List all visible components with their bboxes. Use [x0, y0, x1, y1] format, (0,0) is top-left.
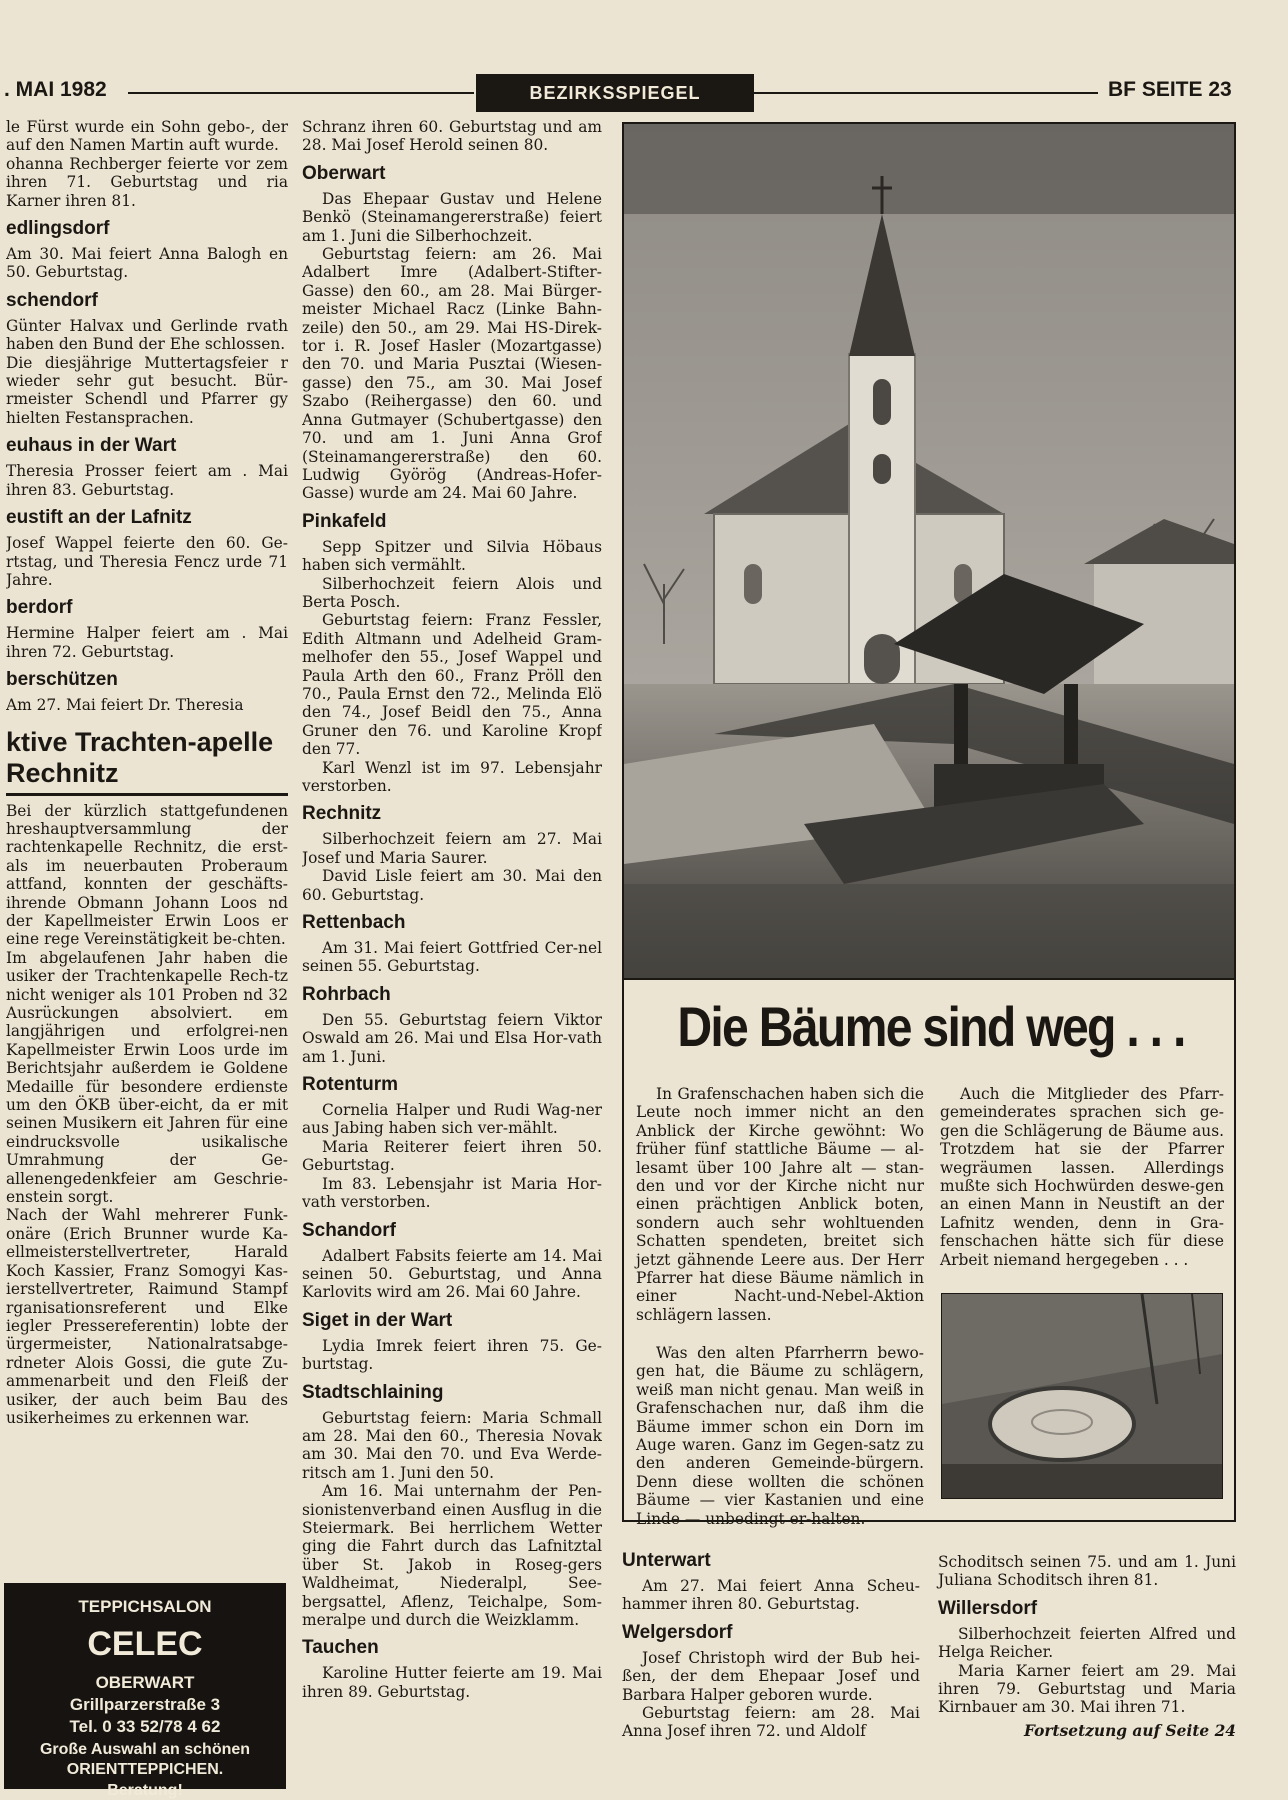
- heading-oberwart: Oberwart: [302, 162, 386, 184]
- paragraph: In Grafenschachen haben sich die Leute noch immer nicht an den Anblick der Kirche gewöhnt: Wo früher fünf stattliche Bäume — al-lesamt über 100 Jahre alt — stan-den und vor der Kirche nicht nur einen prächtigen Anblick boten, sondern auch sehr wohltuenden Schatten spendeten, breitet sich jetzt gähnende Leere aus. Der Herr Pfarrer hat diese Bäume nämlich in einer Nacht-und-Nebel-Aktion schlägern lassen.: [636, 1085, 924, 1324]
- column-3: [622, 1550, 920, 1741]
- paragraph: Günter Halvax und Gerlinde rvath haben den Bund der Ehe schlossen.: [6, 316, 288, 354]
- ad-address: Grillparzerstraße 3: [69, 1695, 221, 1714]
- paragraph: Im 83. Lebensjahr ist Maria Hor-vath verstorben.: [302, 1174, 602, 1212]
- ad-line: OBERWART: [95, 1673, 195, 1692]
- paragraph: Am 27. Mai feiert Anna Scheu-hammer ihren 80. Geburtstag.: [622, 1577, 920, 1614]
- paragraph: Silberhochzeit feiern am 27. Mai Josef und Maria Saurer.: [302, 830, 602, 867]
- header-date: . MAI 1982: [4, 78, 107, 101]
- paragraph: Lydia Imrek feiert ihren 75. Ge-burtstag.: [302, 1336, 602, 1374]
- paragraph: Die diesjährige Muttertagsfeier r wieder sehr gut besucht. Bür-rmeister Schendl und Pfarrer gy hielten Festansprachen.: [6, 353, 288, 427]
- heading-siget: Siget in der Wart: [302, 1309, 453, 1331]
- column-1: [6, 118, 288, 1480]
- heading-edlingsdorf: edlingsdorf: [6, 218, 110, 240]
- continuation-note: Fortsetzung auf Seite 24: [1024, 1722, 1236, 1740]
- paragraph: Theresia Prosser feiert am . Mai ihren 83. Geburtstag.: [6, 462, 288, 499]
- heading-rotenturm: Rotenturm: [302, 1074, 399, 1096]
- paragraph: Nach der Wahl mehrerer Funk-onäre (Erich Brunner wurde Ka-ellmeisterstellvertreter, Harald Koch Kassier, Franz Somogyi Kas-ierstellvertreter, Raimund Stampf rganisationsreferent und Elke iegler Pressereferentin) lobte der ürgermeister, Nationalratsabge-rdneter Alois Gossi, die gute Zu-ammenarbeit und den Fleiß der usiker, der auch beim Bau des usikerheimes zu erkennen war.: [6, 1206, 288, 1427]
- paragraph: Schranz ihren 60. Geburtstag und am 28. Mai Josef Herold seinen 80.: [302, 118, 602, 155]
- paragraph: Am 16. Mai unternahm der Pen-sionistenverband einen Ausflug in die Steiermark. Bei herrlichem Wetter ging die Fahrt durch das Lafnitztal über St. Jakob in Roseg-gers Waldheimat, Niederalpl, See-bergsattel, Aflenz, Teichalpe, Som-meralpe und durch die Weizklamm.: [302, 1482, 602, 1629]
- paragraph: Bei der kürzlich stattgefundenen hreshauptversammlung der rachtenkapelle Rechnitz, die erst-als im neuerbauten Proberaum attfand, konnten der geschäfts-ihrende Obmann Johann Loos nd der Kapellmeister Erwin Loos er eine rege Vereinstätigkeit be-chten.: [6, 801, 288, 949]
- feature-column-3: [940, 1085, 1224, 1269]
- heading-rechnitz: Rechnitz: [302, 803, 382, 825]
- paragraph: Das Ehepaar Gustav und Helene Benkö (Steinamangererstraße) feiert am 1. Juni die Silberhochzeit.: [302, 189, 602, 245]
- heading-rohrbach: Rohrbach: [302, 983, 391, 1005]
- header-rule-right: [752, 92, 1098, 94]
- heading-neuhaus: euhaus in der Wart: [6, 435, 177, 457]
- ad-line: ORIENTTEPPICHEN.: [66, 1761, 224, 1778]
- paragraph: Was den alten Pfarrherrn bewo-gen hat, die Bäume zu schlägern, weiß man nicht genau. Man weiß in Grafenschachen nur, daß ihm die Bäume immer schon ein Dorn im Auge waren. Ganz im Gegen-satz zu den anderen Gemeinde-bürgern. Denn diese wollten die schönen Bäume — vier Kastanien und eine Linde — unbedingt er-halten.: [636, 1344, 924, 1528]
- heading-stadtschlaining: Stadtschlaining: [302, 1381, 444, 1403]
- paragraph: Maria Reiterer feiert ihren 50. Geburtstag.: [302, 1137, 602, 1175]
- column-2: [302, 118, 602, 1758]
- paragraph: Josef Christoph wird der Bub hei-ßen, der dem Ehepaar Josef und Barbara Halper geboren wurde.: [622, 1648, 920, 1704]
- ad-line: TEPPICHSALON: [78, 1597, 212, 1616]
- heading-tauchen: Tauchen: [302, 1637, 379, 1659]
- ad-line: Große Auswahl an schönen: [39, 1741, 251, 1758]
- paragraph: Silberhochzeit feierten Alfred und Helga Reicher.: [938, 1624, 1236, 1662]
- paragraph: Karl Wenzl ist im 97. Lebensjahr verstorben.: [302, 758, 602, 795]
- paragraph: Geburtstag feiern: Maria Schmall am 28. Mai den 60., Theresia Novak am 30. Mai den 70. und Eva Werde-ritsch am 1. Juni den 50.: [302, 1408, 602, 1482]
- paragraph: Den 55. Geburtstag feiern Viktor Oswald am 26. Mai und Elsa Hor-vath am 1. Juni.: [302, 1010, 602, 1066]
- paragraph: Karoline Hutter feierte am 19. Mai ihren 89. Geburtstag.: [302, 1664, 602, 1701]
- feature-headline: Die Bäume sind weg . . .: [677, 995, 1185, 1058]
- paragraph: Sepp Spitzer und Silvia Höbaus haben sich vermählt.: [302, 537, 602, 575]
- paragraph: ohanna Rechberger feierte vor zem ihren 71. Geburtstag und ria Karner ihren 81.: [6, 154, 288, 210]
- heading-willersdorf: Willersdorf: [938, 1597, 1038, 1619]
- paragraph: Geburtstag feiern: am 26. Mai Adalbert Imre (Adalbert-Stifter-Gasse) den 60., am 28. Mai Bürger-meister Michael Racz (Linke Bahn-zeile) den 50., am 29. Mai HS-Direk-tor i. R. Josef Hasler (Mozartgasse) den 70. und Maria Pusztai (Wiesen-gasse) den 75., am 30. Mai Josef Szabo (Reihergasse) den 60. und Anna Gutmayer (Schubertgasse) den 70. und am 1. Juni Anna Grof (Steinamangererstraße) den 60. Ludwig Györög (Andreas-Hofer-Gasse) wurde am 24. Mai 60 Jahre.: [302, 245, 602, 503]
- paragraph: Cornelia Halper und Rudi Wag-ner aus Jabing haben sich ver-mählt.: [302, 1101, 602, 1138]
- page-number: BF SEITE 23: [1108, 78, 1232, 101]
- heading-welgersdorf: Welgersdorf: [622, 1621, 733, 1643]
- heading-oberschuetzen: berschützen: [6, 669, 118, 691]
- advertisement-teppichsalon: [4, 1583, 286, 1799]
- section-title: BEZIRKSSPIEGEL: [478, 76, 752, 110]
- paragraph: Adalbert Fabsits feierte am 14. Mai seinen 50. Geburtstag, und Anna Karlovits wird am 26. Mai 60 Jahre.: [302, 1246, 602, 1302]
- paragraph: Auch die Mitglieder des Pfarr-gemeinderates sprachen sich ge-gen die Schlägerung de Bäume aus. Trotzdem hat sie der Pfarrer wegräumen lassen. Allerdings mußte sich Hochwürden deswe-gen an einen Mann in Neustift an der Lafnitz wenden, denn in Gra-fenschachen hätte sich für diese Arbeit niemand hergegeben . . .: [940, 1085, 1224, 1269]
- header-rule-left: [128, 92, 474, 94]
- church-photo-illustration: [624, 124, 1234, 978]
- paragraph: Schoditsch seinen 75. und am 1. Juni Juliana Schoditsch ihren 81.: [938, 1553, 1236, 1590]
- heading-schendorf: schendorf: [6, 289, 98, 311]
- ad-line: Beratung!: [107, 1782, 183, 1799]
- paragraph: Am 30. Mai feiert Anna Balogh en 50. Geburtstag.: [6, 245, 288, 282]
- heading-oberdorf: berdorf: [6, 597, 73, 619]
- heading-pinkafeld: Pinkafeld: [302, 510, 387, 532]
- stump-photo-illustration: [942, 1294, 1222, 1498]
- paragraph: Am 27. Mai feiert Dr. Theresia: [6, 696, 244, 715]
- column-4: [938, 1553, 1236, 1717]
- paragraph: Im abgelaufenen Jahr haben die usiker der Trachtenkapelle Rech-tz nicht weniger als 101 Proben nd 32 Ausrückungen absolviert. em langjährigen und erfolgrei-nen Kapellmeister Erwin Loos urde im Berichtsjahr außerdem ie Goldene Medaille für besondere erdienste um den ÖKB über-eicht, da er mit seinen Musikern eit Jahren für eine eindrucksvolle usikalische Umrahmung der Ge-allenengedenkfeier am Geschrie-enstein sorgt.: [6, 948, 288, 1207]
- church-photo: [622, 122, 1236, 980]
- paragraph: Hermine Halper feiert am . Mai ihren 72. Geburtstag.: [6, 624, 288, 661]
- ad-brand: CELEC: [87, 1625, 203, 1663]
- stump-photo: [941, 1293, 1223, 1499]
- heading-unterwart: Unterwart: [622, 1550, 711, 1571]
- heading-rettenbach: Rettenbach: [302, 912, 406, 934]
- ad-phone: Tel. 0 33 52/78 4 62: [69, 1717, 221, 1736]
- paragraph: David Lisle feiert am 30. Mai den 60. Geburtstag.: [302, 867, 602, 904]
- paragraph: Josef Wappel feierte den 60. Ge-rtstag, und Theresia Fencz urde 71 Jahre.: [6, 534, 288, 589]
- paragraph: Am 31. Mai feiert Gottfried Cer-nel seinen 55. Geburtstag.: [302, 939, 602, 976]
- heading-trachtenkapelle: ktive Trachten-apelle Rechnitz: [6, 727, 288, 796]
- heading-schandorf: Schandorf: [302, 1219, 396, 1241]
- paragraph: Maria Karner feiert am 29. Mai ihren 79. Geburtstag und Maria Kirnbauer am 30. Mai ihren 71.: [938, 1661, 1236, 1717]
- paragraph: Geburtstag feiern: Franz Fessler, Edith Altmann und Adelheid Gram-melhofer den 55., Josef Wappel und Paula Arth den 60., Franz Pröll den 70., Paula Ernst den 72., Melinda Elö den 74., Josef Beidl den 75., Anna Gruner den 76. und Karoline Kropf den 77.: [302, 611, 602, 759]
- feature-column-2: [636, 1344, 924, 1528]
- feature-column-1: [636, 1085, 924, 1324]
- heading-neustift: eustift an der Lafnitz: [6, 507, 192, 529]
- paragraph: Silberhochzeit feiern Alois und Berta Posch.: [302, 574, 602, 611]
- paragraph: le Fürst wurde ein Sohn gebo-, der auf den Namen Martin auft wurde.: [6, 118, 288, 155]
- paragraph: Geburtstag feiern: am 28. Mai Anna Josef ihren 72. und Aldolf: [622, 1704, 920, 1741]
